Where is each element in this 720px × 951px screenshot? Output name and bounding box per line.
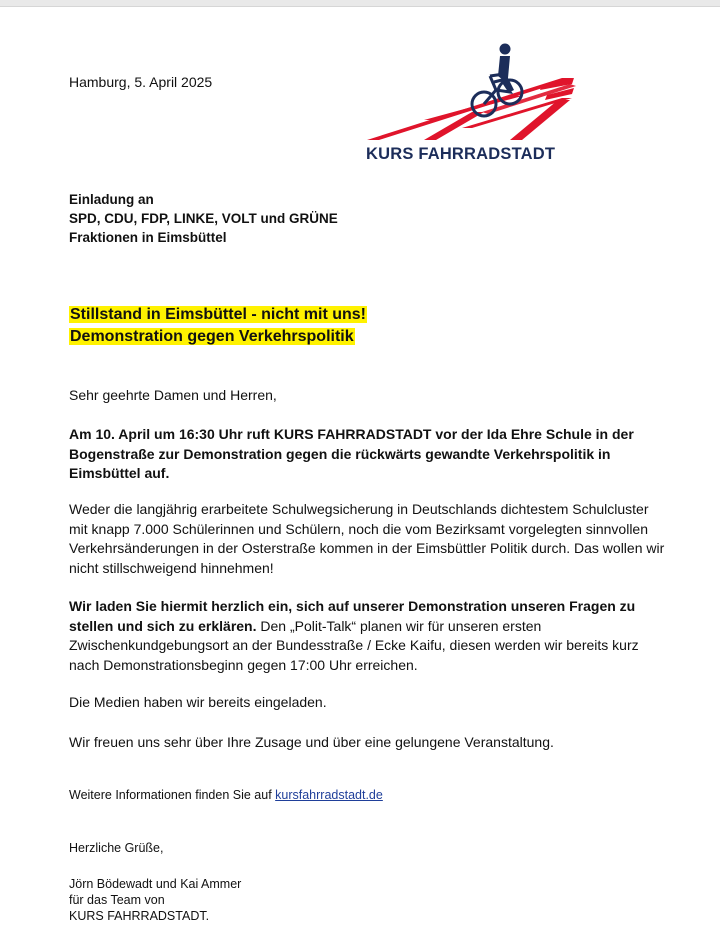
closing-wish: Wir freuen uns sehr über Ihre Zusage und über eine gelungene Veranstaltung. [69, 734, 554, 750]
invitation-parties: SPD, CDU, FDP, LINKE, VOLT und GRÜNE [69, 211, 338, 226]
signature-org: KURS FAHRRADSTADT. [69, 909, 210, 923]
media-paragraph: Die Medien haben wir bereits eingeladen. [69, 694, 327, 710]
headline-line-1: Stillstand in Eimsbüttel - nicht mit uns! [70, 306, 367, 323]
greeting: Herzliche Grüße, [69, 841, 164, 855]
invitation-paragraph-bold: Wir laden Sie hiermit herzlich ein, sich auf unserer Demonstration unseren Fragen zu stellen und sich zu erklären. [69, 598, 636, 634]
invitation-block [69, 190, 338, 247]
headline [69, 304, 367, 348]
signature-team: für das Team von [69, 893, 165, 907]
signature-block [69, 876, 241, 924]
invitation-line: Einladung an [69, 192, 154, 207]
more-info-line [69, 787, 383, 803]
salutation: Sehr geehrte Damen und Herren, [69, 387, 277, 403]
announcement-paragraph: Am 10. April um 16:30 Uhr ruft KURS FAHRRADSTADT vor der Ida Ehre Schule in der Bogenstraße zur Demonstration gegen die rückwärts gewandte Verkehrspolitik in Eimsbüttel auf. [69, 426, 634, 482]
invitation-recipients: Fraktionen in Eimsbüttel [69, 230, 227, 245]
page-top-border [0, 0, 720, 7]
logo-wordmark: KURS FAHRRADSTADT [366, 145, 556, 163]
headline-line-2: Demonstration gegen Verkehrspolitik [70, 328, 354, 345]
letter-date: Hamburg, 5. April 2025 [69, 74, 213, 90]
invitation-paragraph-text: Den „Polit-Talk“ planen wir für unseren ersten Zwischenkundgebungsort an der Bundesstraße / Ecke Kaifu, diesen werden wir bereits kurz nach Demonstrationsbeginn gegen 17:00 Uhr erreichen. [69, 617, 639, 673]
invitation-paragraph [69, 597, 669, 675]
body-paragraph: Weder die langjährig erarbeitete Schulwegsicherung in Deutschlands dichtestem Schulcluster mit knapp 7.000 Schülerinnen und Schülern, noch die vom Bezirksamt vorgelegten sinnvollen Verkehrsänderungen in der Osterstraße kommen in der Eimsbüttler Politik durch. Das wollen wir nicht stillschweigend hinnehmen! [69, 501, 665, 576]
signature-names: Jörn Bödewadt und Kai Ammer [69, 877, 242, 891]
website-link[interactable]: kursfahrradstadt.de [275, 788, 383, 802]
more-info-text: Weitere Informationen finden Sie auf [69, 788, 276, 802]
